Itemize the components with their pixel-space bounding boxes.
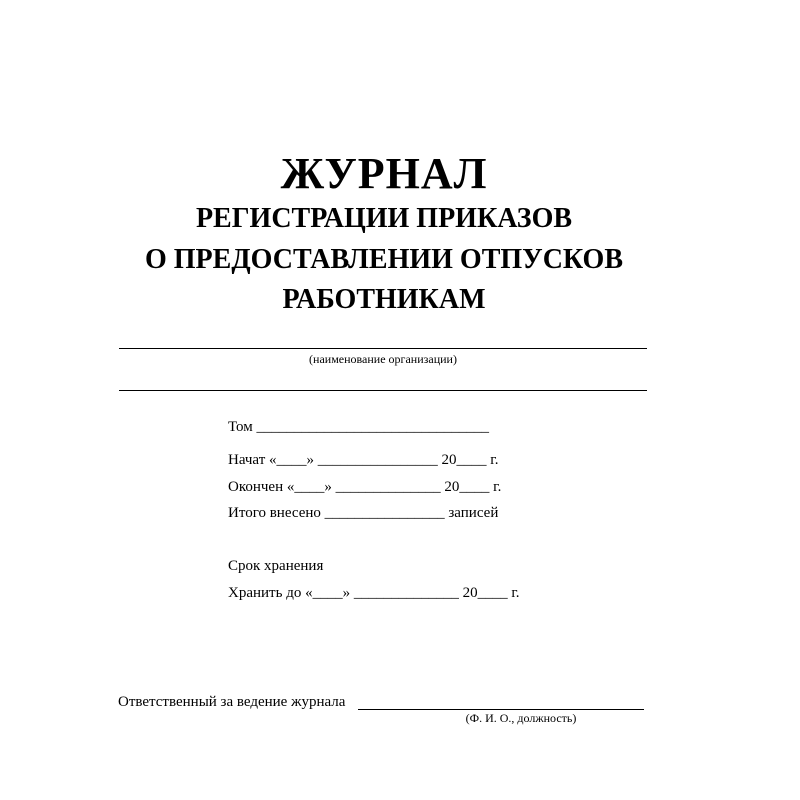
volume-field: Том _______________________________ [228, 419, 489, 435]
keep-until-field: Хранить до «____» ______________ 20____ г. [228, 585, 520, 601]
organization-second-line [119, 390, 647, 391]
finished-date-field: Окончен «____» ______________ 20____ г. [228, 479, 502, 495]
responsible-person-line [358, 709, 644, 710]
journal-title: ЖУРНАЛ [280, 149, 488, 198]
storage-period-label: Срок хранения [228, 558, 324, 574]
organization-caption: (наименование организации) [309, 352, 457, 366]
journal-subtitle-line-1: РЕГИСТРАЦИИ ПРИКАЗОВ [195, 203, 573, 234]
responsible-person-label: Ответственный за ведение журнала [118, 694, 346, 710]
fio-position-caption: (Ф. И. О., должность) [465, 711, 577, 725]
started-date-field: Начат «____» ________________ 20____ г. [228, 452, 499, 468]
journal-subtitle-line-3: РАБОТНИКАМ [282, 284, 486, 315]
organization-name-line [119, 348, 647, 349]
journal-subtitle-line-2: О ПРЕДОСТАВЛЕНИИ ОТПУСКОВ [145, 244, 623, 275]
total-records-field: Итого внесено ________________ записей [228, 505, 499, 521]
